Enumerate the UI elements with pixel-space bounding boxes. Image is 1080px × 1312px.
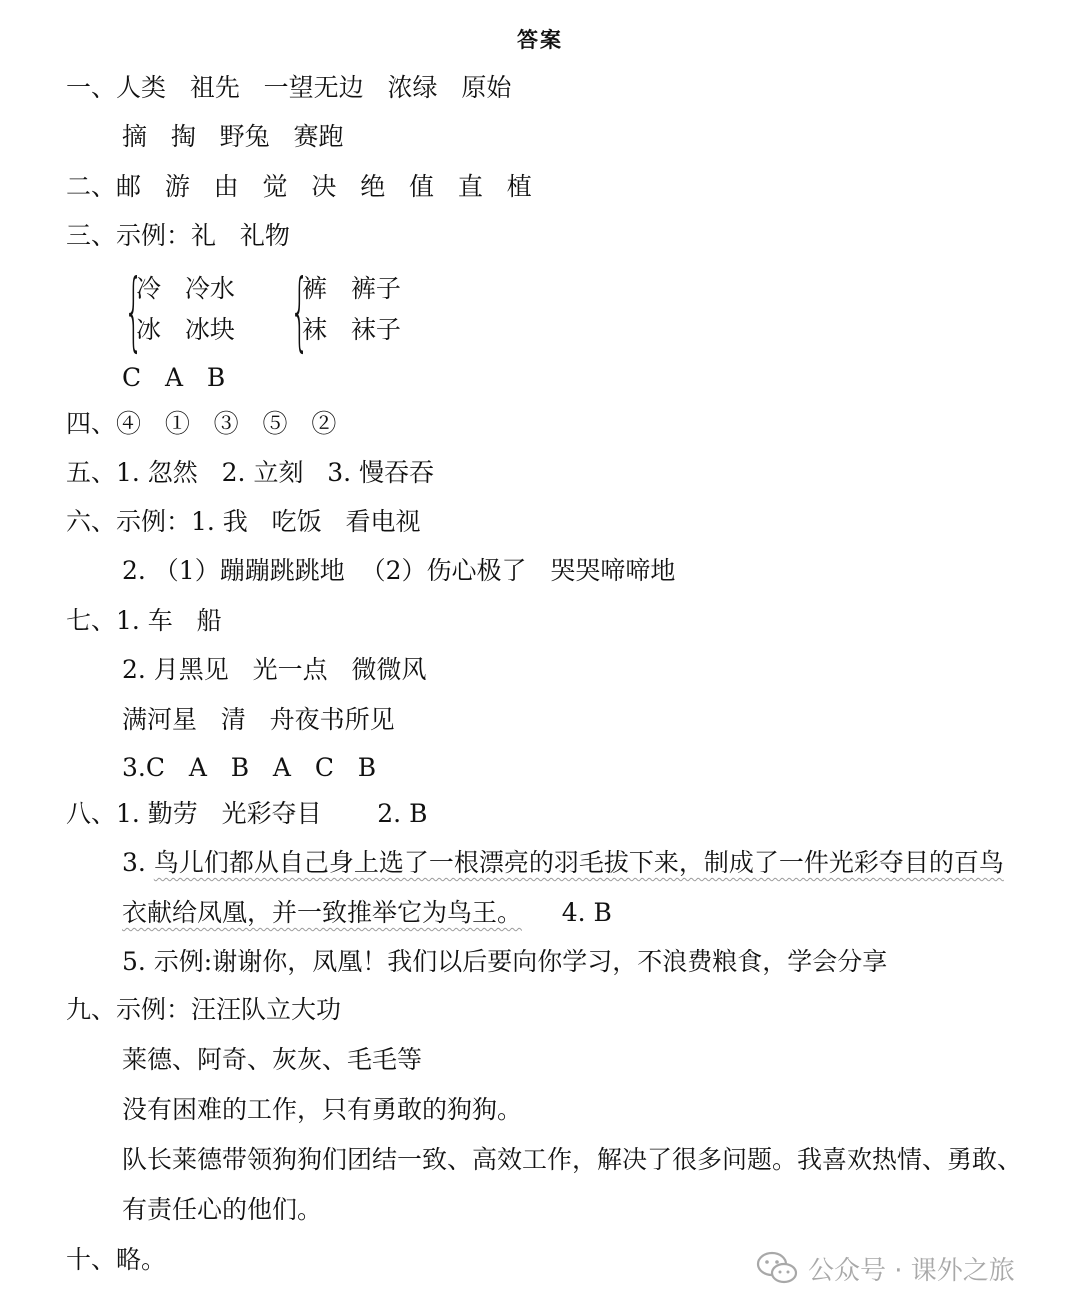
answer-section-9-line-3: 没有困难的工作，只有勇敢的狗狗。 — [122, 1095, 523, 1124]
item-answer: 4. B — [522, 898, 612, 927]
answer-section-3-choices: C A B — [122, 363, 226, 392]
watermark-text: 公众号 · 课外之旅 — [808, 1255, 1015, 1286]
answer-section-7-line-4: 3.C A B A C B — [122, 753, 377, 782]
answer-section-10: 十、略。 — [66, 1245, 167, 1274]
answer-section-6-line-2: 2. （1）蹦蹦跳跳地 （2）伤心极了 哭哭啼啼地 — [122, 556, 676, 585]
answer-section-4: 四、④ ① ③ ⑤ ② — [66, 409, 337, 438]
word-pair-1-bottom: 冰 冰块 — [136, 315, 235, 344]
watermark — [756, 1248, 1015, 1288]
underlined-sentence-end: 衣献给凤凰，并一致推举它为鸟王。 — [122, 898, 523, 927]
underlined-sentence: 鸟儿们都从自己身上选了一根漂亮的羽毛拔下来，制成了一件光彩夺目的百鸟 — [153, 848, 1004, 877]
answer-section-8-line-4: 5. 示例:谢谢你，凤凰！我们以后要向你学习，不浪费粮食，学会分享 — [122, 947, 888, 976]
brace-left: { — [124, 261, 144, 361]
wechat-icon — [756, 1251, 798, 1285]
answer-section-8: 八、1. 勤劳 光彩夺目 2. B — [66, 799, 428, 828]
answer-section-8-line-3 — [122, 896, 612, 930]
answer-section-6: 六、示例：1. 我 吃饭 看电视 — [66, 507, 421, 536]
word-pair-2-top: 裤 裤子 — [302, 274, 401, 303]
answer-section-3: 三、示例：礼 礼物 — [66, 221, 290, 250]
item-number: 3. — [122, 848, 154, 877]
brace-right: { — [290, 261, 310, 361]
answer-section-9: 九、示例：汪汪队立大功 — [66, 995, 342, 1024]
answer-section-8-line-2 — [122, 846, 1004, 880]
answer-section-9-line-4: 队长莱德带领狗狗们团结一致、高效工作，解决了很多问题。我喜欢热情、勇敢、 — [122, 1145, 1023, 1174]
answer-section-7: 七、1. 车 船 — [66, 606, 222, 635]
answer-section-9-line-5: 有责任心的他们。 — [122, 1195, 323, 1224]
answer-section-7-line-2: 2. 月黑见 光一点 微微风 — [122, 655, 427, 684]
answer-section-5: 五、1. 忽然 2. 立刻 3. 慢吞吞 — [66, 458, 435, 487]
answer-section-9-line-2: 莱德、阿奇、灰灰、毛毛等 — [122, 1045, 423, 1074]
page-title: 答案 — [517, 28, 563, 52]
word-pair-1-top: 冷 冷水 — [136, 274, 235, 303]
word-pair-2-bottom: 袜 袜子 — [302, 315, 401, 344]
answer-section-2: 二、邮 游 由 觉 决 绝 值 直 植 — [66, 172, 532, 201]
answer-section-7-line-3: 满河星 清 舟夜书所见 — [122, 705, 395, 734]
answer-section-1-line-2: 摘 掏 野兔 赛跑 — [122, 122, 344, 151]
answer-section-1: 一、人类 祖先 一望无边 浓绿 原始 — [66, 73, 512, 102]
